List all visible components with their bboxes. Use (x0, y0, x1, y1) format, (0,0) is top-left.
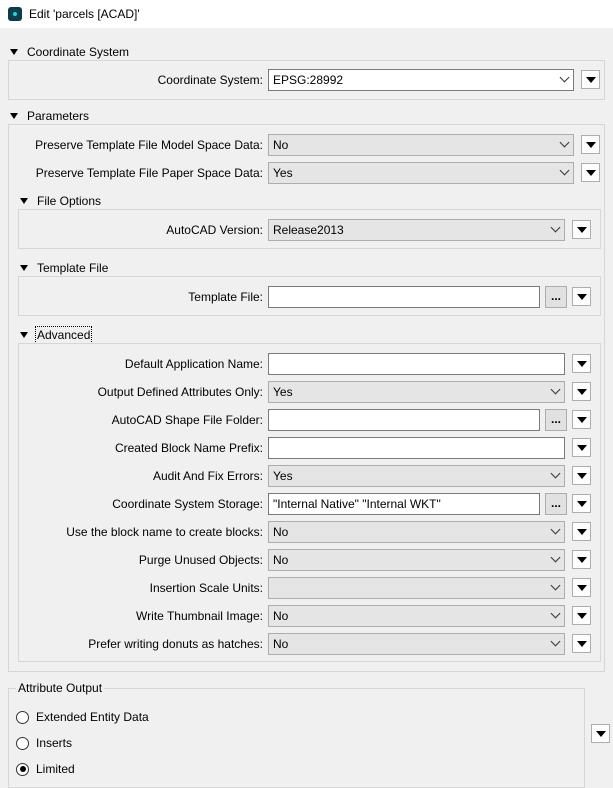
paper-space-select[interactable] (268, 162, 574, 184)
shape-file-folder-browse-button[interactable]: ... (545, 409, 567, 431)
template-file-browse-button[interactable]: ... (545, 286, 567, 308)
coordinate-system-section-toggle[interactable] (10, 44, 129, 60)
title-bar (0, 0, 613, 28)
use-block-name-value: No (273, 525, 289, 539)
file-options-header: File Options (37, 194, 102, 208)
donuts-hatches-select[interactable] (268, 633, 565, 655)
parameters-section-toggle[interactable] (10, 108, 89, 124)
block-name-prefix-menu-button[interactable] (572, 438, 591, 457)
coordinate-system-label: Coordinate System: (157, 73, 263, 87)
paper-space-value: Yes (273, 166, 293, 180)
chevron-down-icon (560, 166, 570, 176)
chevron-down-icon (551, 637, 561, 647)
chevron-down-icon (560, 73, 570, 83)
template-file-menu-button[interactable] (572, 287, 591, 306)
coord-storage-input[interactable]: "Internal Native" "Internal WKT" (268, 493, 540, 515)
audit-fix-menu-button[interactable] (572, 466, 591, 485)
attribute-output-group (8, 688, 585, 788)
file-options-section-toggle[interactable] (20, 193, 101, 209)
chevron-down-icon (551, 553, 561, 563)
coordinate-system-menu-button[interactable] (581, 70, 600, 89)
chevron-down-icon (560, 138, 570, 148)
collapse-triangle-icon (20, 265, 28, 271)
template-file-input[interactable] (268, 286, 540, 308)
chevron-down-icon (551, 609, 561, 619)
insertion-units-select[interactable] (268, 577, 565, 599)
shape-file-folder-label: AutoCAD Shape File Folder: (111, 413, 263, 427)
template-file-header: Template File (37, 261, 109, 275)
insertion-units-menu-button[interactable] (572, 578, 591, 597)
block-name-prefix-input[interactable] (268, 437, 565, 459)
radio-extended-entity-data[interactable] (16, 708, 149, 726)
chevron-down-icon (551, 469, 561, 479)
model-space-select[interactable] (268, 134, 574, 156)
audit-fix-value: Yes (273, 469, 293, 483)
coordinate-system-header: Coordinate System (27, 45, 130, 59)
use-block-name-select[interactable] (268, 521, 565, 543)
autocad-version-value: Release2013 (273, 223, 344, 237)
chevron-down-icon (551, 525, 561, 535)
purge-unused-menu-button[interactable] (572, 550, 591, 569)
collapse-triangle-icon (10, 49, 18, 55)
write-thumbnail-label: Write Thumbnail Image: (136, 609, 263, 623)
paper-space-label: Preserve Template File Paper Space Data: (35, 166, 263, 180)
parameters-header: Parameters (27, 109, 90, 123)
block-name-prefix-label: Created Block Name Prefix: (114, 441, 263, 455)
output-defined-only-value: Yes (273, 385, 293, 399)
write-thumbnail-select[interactable] (268, 605, 565, 627)
donuts-hatches-label: Prefer writing donuts as hatches: (88, 637, 263, 651)
radio-label: Inserts (36, 736, 73, 750)
audit-fix-select[interactable] (268, 465, 565, 487)
output-defined-only-label: Output Defined Attributes Only: (97, 385, 263, 399)
coord-storage-menu-button[interactable] (572, 494, 591, 513)
default-app-name-label: Default Application Name: (124, 357, 263, 371)
use-block-name-label: Use the block name to create blocks: (66, 525, 263, 539)
radio-button-icon (16, 737, 29, 750)
radio-label: Limited (36, 762, 75, 776)
collapse-triangle-icon (10, 113, 18, 119)
donuts-hatches-value: No (273, 637, 289, 651)
coord-storage-browse-button[interactable]: ... (545, 493, 567, 515)
autocad-version-select[interactable] (268, 219, 565, 241)
autocad-version-menu-button[interactable] (572, 220, 591, 239)
write-thumbnail-menu-button[interactable] (572, 606, 591, 625)
coordinate-system-select[interactable] (268, 69, 574, 91)
coord-storage-label: Coordinate System Storage: (112, 497, 263, 511)
radio-button-checked-icon (16, 763, 29, 776)
write-thumbnail-value: No (273, 609, 289, 623)
collapse-triangle-icon (20, 332, 28, 338)
purge-unused-select[interactable] (268, 549, 565, 571)
default-app-name-input[interactable] (268, 353, 565, 375)
chevron-down-icon (551, 223, 561, 233)
shape-file-folder-menu-button[interactable] (572, 410, 591, 429)
autocad-version-label: AutoCAD Version: (166, 223, 263, 237)
purge-unused-label: Purge Unused Objects: (138, 553, 263, 567)
template-file-label: Template File: (188, 290, 263, 304)
radio-limited[interactable] (16, 760, 75, 778)
output-defined-only-menu-button[interactable] (572, 382, 591, 401)
window-title: Edit 'parcels [ACAD]' (29, 7, 140, 21)
donuts-hatches-menu-button[interactable] (572, 634, 591, 653)
app-logo-icon (8, 7, 22, 21)
chevron-down-icon (551, 385, 561, 395)
output-defined-only-select[interactable] (268, 381, 565, 403)
attribute-output-header: Attribute Output (18, 681, 103, 695)
radio-inserts[interactable] (16, 734, 72, 752)
shape-file-folder-input[interactable] (268, 409, 540, 431)
model-space-label: Preserve Template File Model Space Data: (35, 138, 263, 152)
use-block-name-menu-button[interactable] (572, 522, 591, 541)
template-file-section-toggle[interactable] (20, 260, 108, 276)
insertion-units-label: Insertion Scale Units: (149, 581, 263, 595)
attribute-output-menu-button[interactable] (591, 724, 610, 743)
model-space-value: No (273, 138, 289, 152)
purge-unused-value: No (273, 553, 289, 567)
default-app-name-menu-button[interactable] (572, 354, 591, 373)
coordinate-system-value: EPSG:28992 (273, 73, 344, 87)
radio-label: Extended Entity Data (36, 710, 149, 724)
radio-button-icon (16, 711, 29, 724)
advanced-header: Advanced (37, 328, 91, 342)
advanced-section-toggle[interactable] (20, 327, 90, 343)
model-space-menu-button[interactable] (581, 135, 600, 154)
audit-fix-label: Audit And Fix Errors: (152, 469, 263, 483)
collapse-triangle-icon (20, 198, 28, 204)
chevron-down-icon (551, 581, 561, 591)
paper-space-menu-button[interactable] (581, 163, 600, 182)
